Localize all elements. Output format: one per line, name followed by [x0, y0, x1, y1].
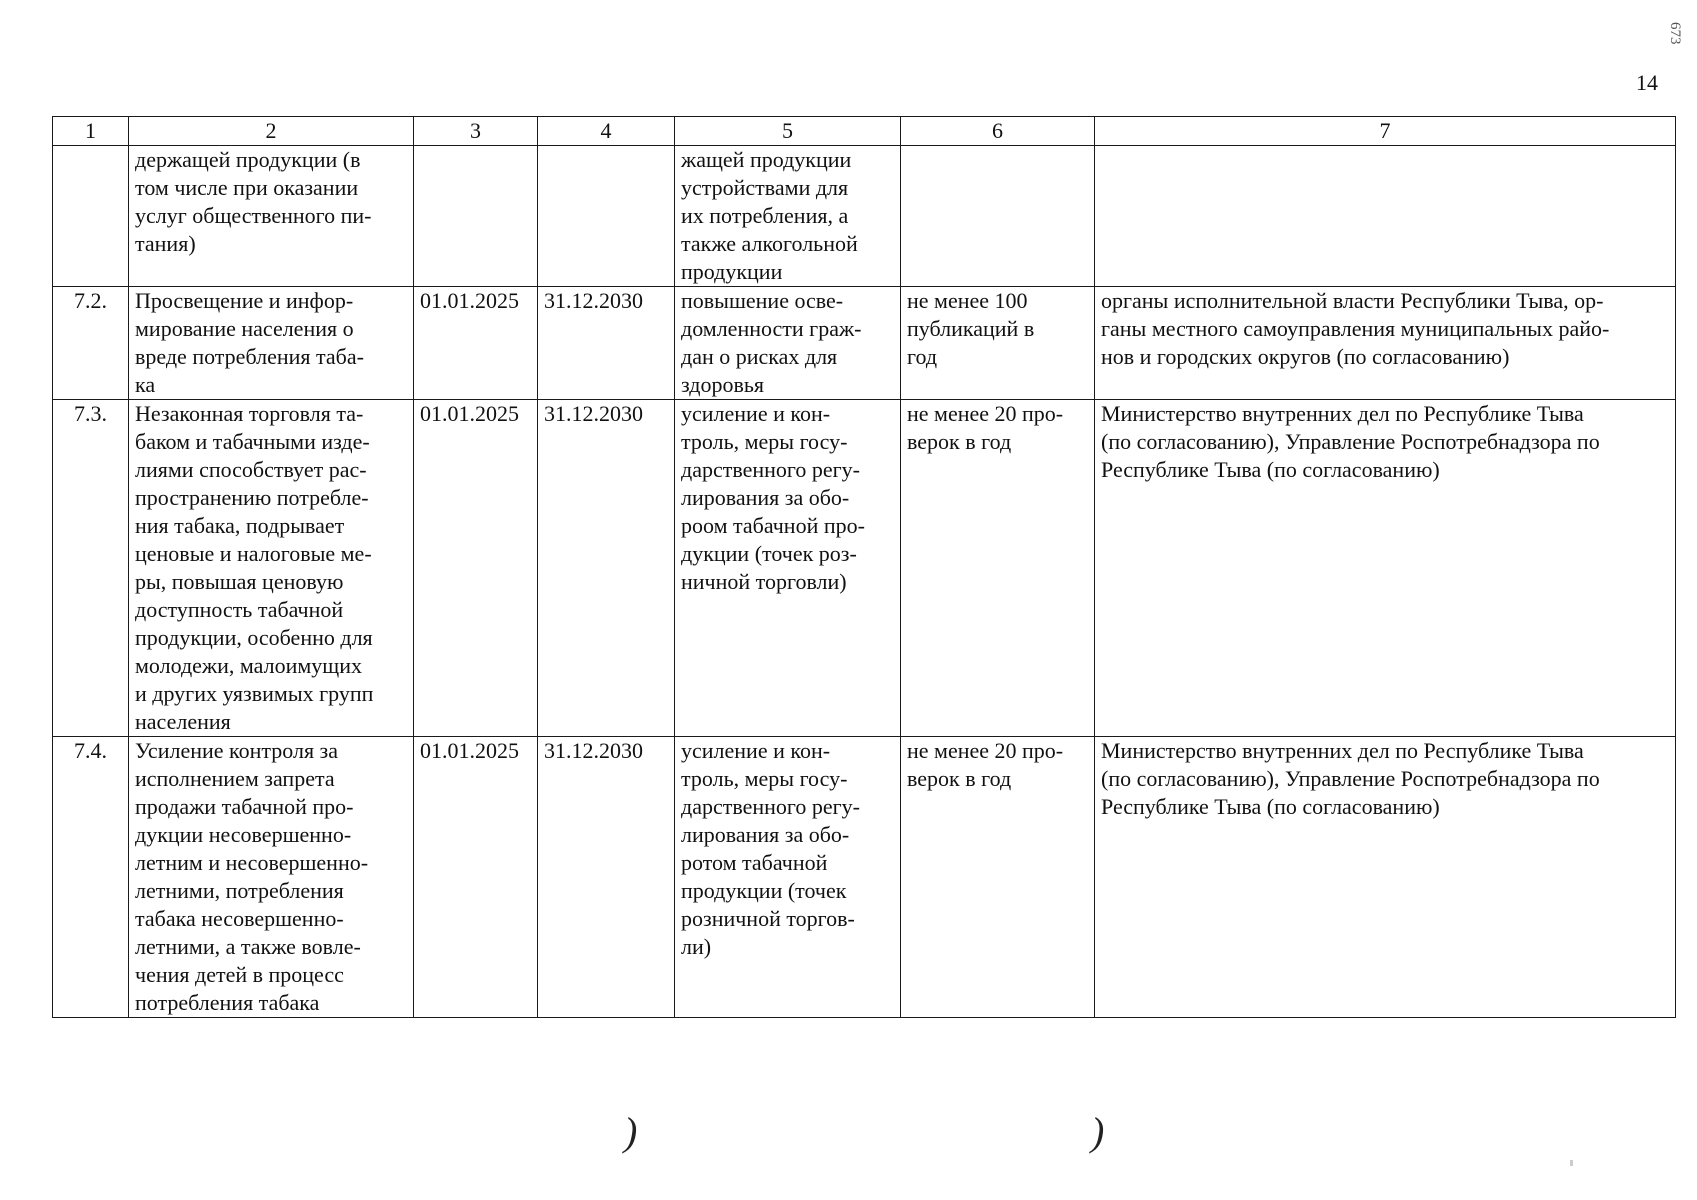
executor-text: Министерство внутренних дел по Республике Тыва (по согласованию), Управление Роспотребнадзора по Республике Тыва (по согласованию) [1101, 738, 1600, 819]
binding-mark-left: ) [624, 1109, 638, 1154]
scan-speck [1570, 1160, 1573, 1166]
start-date-cell: 01.01.2025 [414, 400, 538, 737]
end-date-cell: 31.12.2030 [538, 287, 675, 400]
result-text: повышение осве- домленности граж- дан о рисках для здоровья [681, 288, 862, 397]
column-header-2: 2 [129, 117, 414, 146]
start-date-cell: 01.01.2025 [414, 737, 538, 1018]
executor-cell [1095, 146, 1676, 287]
binding-mark-right: ) [1091, 1109, 1105, 1154]
end-date-cell: 31.12.2030 [538, 737, 675, 1018]
indicator-cell [901, 287, 1095, 400]
row-number-cell: 7.4. [53, 737, 129, 1018]
indicator-cell [901, 737, 1095, 1018]
measure-text: держащей продукции (в том числе при оказании услуг общественного пи- тания) [135, 147, 372, 256]
measure-cell [129, 146, 414, 287]
executor-cell [1095, 737, 1676, 1018]
column-header-1: 1 [53, 117, 129, 146]
measure-text: Просвещение и инфор- мирование населения о вреде потребления таба- ка [135, 288, 364, 397]
executor-text: Министерство внутренних дел по Республике Тыва (по согласованию), Управление Роспотребнадзора по Республике Тыва (по согласованию) [1101, 401, 1600, 482]
measure-cell [129, 737, 414, 1018]
archive-stamp-number: 673 [1667, 22, 1683, 45]
row-number-cell: 7.3. [53, 400, 129, 737]
measure-cell [129, 287, 414, 400]
indicator-text: не менее 100 публикаций в год [907, 288, 1035, 369]
result-cell [675, 287, 901, 400]
end-date-cell: 31.12.2030 [538, 400, 675, 737]
table-row [53, 400, 1676, 737]
table-row [53, 287, 1676, 400]
result-cell [675, 400, 901, 737]
page-number: 14 [1636, 70, 1658, 95]
column-header-6: 6 [901, 117, 1095, 146]
column-header-7: 7 [1095, 117, 1676, 146]
result-text: жащей продукции устройствами для их потребления, а также алкогольной продукции [681, 147, 858, 284]
measure-text: Незаконная торговля та- баком и табачными изде- лиями способствует рас- пространению потребле- ния табака, подрывает ценовые и налоговые ме- ры, повышая ценовую доступность табачной продукции, особенно для молодежи, малоимущих и других уязвимых групп населения [135, 401, 374, 734]
header-row [53, 117, 1676, 146]
result-cell [675, 146, 901, 287]
row-number-cell [53, 146, 129, 287]
table-row [53, 737, 1676, 1018]
indicator-cell [901, 400, 1095, 737]
start-date-cell [414, 146, 538, 287]
measures-table [52, 116, 1676, 1018]
column-header-4: 4 [538, 117, 675, 146]
measure-cell [129, 400, 414, 737]
table-row [53, 146, 1676, 287]
result-cell [675, 737, 901, 1018]
executor-text: органы исполнительной власти Республики Тыва, ор- ганы местного самоуправления муниципальных райо- нов и городских округов (по согласованию) [1101, 288, 1610, 369]
result-text: усиление и кон- троль, меры госу- дарственного регу- лирования за обо- роом табачной про- дукции (точек роз- ничной торговли) [681, 401, 865, 594]
end-date-cell [538, 146, 675, 287]
row-number-cell: 7.2. [53, 287, 129, 400]
indicator-text: не менее 20 про- верок в год [907, 738, 1064, 791]
executor-cell [1095, 400, 1676, 737]
result-text: усиление и кон- троль, меры госу- дарственного регу- лирования за обо- ротом табачной продукции (точек розничной торгов- ли) [681, 738, 860, 959]
column-header-5: 5 [675, 117, 901, 146]
column-header-3: 3 [414, 117, 538, 146]
start-date-cell: 01.01.2025 [414, 287, 538, 400]
measure-text: Усиление контроля за исполнением запрета продажи табачной про- дукции несовершенно- летним и несовершенно- летними, потребления табака несовершенно- летними, а также вовле- чения детей в процесс потребления табака [135, 738, 369, 1015]
indicator-text: не менее 20 про- верок в год [907, 401, 1064, 454]
indicator-cell [901, 146, 1095, 287]
executor-cell [1095, 287, 1676, 400]
